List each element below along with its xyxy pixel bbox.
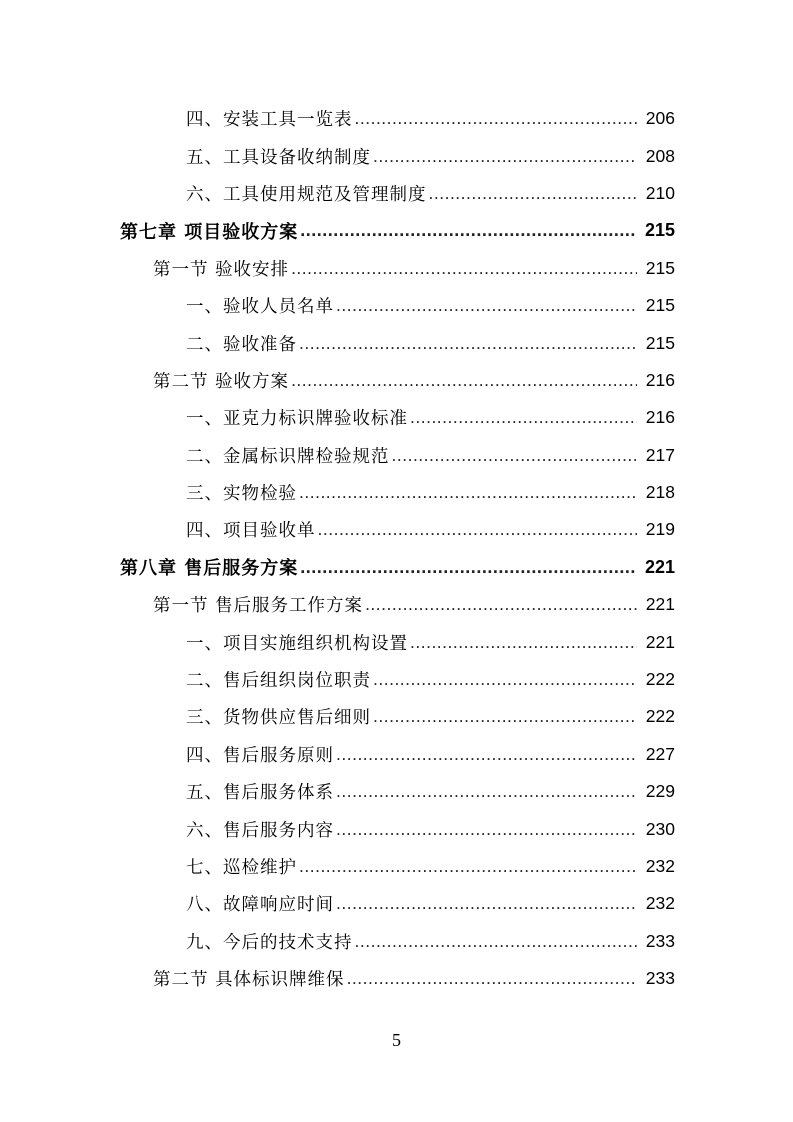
toc-entry-title: 第一节 售后服务工作方案 bbox=[153, 596, 364, 617]
toc-entry-title: 五、工具设备收纳制度 bbox=[186, 147, 371, 168]
toc-entry-title: 四、项目验收单 bbox=[186, 521, 316, 542]
toc-entry-title: 八、故障响应时间 bbox=[186, 895, 334, 916]
toc-entry-page: 215 bbox=[645, 257, 675, 278]
toc-entry-page: 221 bbox=[645, 594, 675, 615]
toc-entry[interactable] bbox=[0, 437, 793, 474]
toc-entry-page: 215 bbox=[645, 332, 675, 353]
toc-entry[interactable] bbox=[0, 848, 793, 885]
dot-leader bbox=[298, 557, 637, 578]
dot-leader bbox=[408, 632, 637, 653]
toc-entry-page: 216 bbox=[645, 369, 675, 390]
toc-entry-title: 九、今后的技术支持 bbox=[186, 932, 353, 953]
dot-leader bbox=[289, 258, 637, 279]
toc-entry-page: 215 bbox=[645, 295, 675, 316]
toc-entry-page: 216 bbox=[645, 407, 675, 428]
page-number: 5 bbox=[392, 1030, 401, 1050]
toc-section-entry[interactable] bbox=[0, 960, 793, 997]
dot-leader bbox=[334, 893, 637, 914]
toc-chapter-entry[interactable] bbox=[0, 212, 793, 249]
toc-entry[interactable] bbox=[0, 885, 793, 922]
toc-entry-page: 230 bbox=[645, 818, 675, 839]
dot-leader bbox=[297, 856, 637, 877]
toc-entry-page: 227 bbox=[645, 743, 675, 764]
dot-leader bbox=[334, 295, 637, 316]
toc-entry-title: 第二节 具体标识牌维保 bbox=[153, 970, 345, 991]
toc-entry[interactable] bbox=[0, 137, 793, 174]
table-of-contents bbox=[0, 100, 793, 997]
dot-leader bbox=[297, 333, 637, 354]
dot-leader bbox=[390, 445, 638, 466]
dot-leader bbox=[334, 744, 637, 765]
toc-entry-title: 第七章 项目验收方案 bbox=[120, 221, 299, 243]
toc-entry-title: 四、安装工具一览表 bbox=[186, 110, 353, 131]
toc-entry-page: 222 bbox=[645, 706, 675, 727]
toc-entry[interactable] bbox=[0, 661, 793, 698]
dot-leader bbox=[316, 519, 638, 540]
toc-entry[interactable] bbox=[0, 324, 793, 361]
toc-entry-page: 210 bbox=[645, 182, 675, 203]
toc-entry-page: 232 bbox=[645, 856, 675, 876]
toc-entry-page: 217 bbox=[645, 444, 675, 465]
dot-leader bbox=[371, 146, 637, 167]
toc-entry[interactable] bbox=[0, 399, 793, 436]
toc-entry-title: 三、货物供应售后细则 bbox=[186, 708, 371, 729]
toc-entry-title: 六、工具使用规范及管理制度 bbox=[186, 184, 427, 205]
toc-entry-title: 一、项目实施组织机构设置 bbox=[186, 633, 408, 654]
toc-entry-page: 233 bbox=[645, 930, 675, 951]
toc-section-entry[interactable] bbox=[0, 586, 793, 623]
toc-entry[interactable] bbox=[0, 698, 793, 735]
toc-section-entry[interactable] bbox=[0, 250, 793, 287]
dot-leader bbox=[427, 183, 638, 204]
dot-leader bbox=[297, 482, 637, 503]
dot-leader bbox=[353, 931, 638, 952]
toc-entry-page: 221 bbox=[645, 631, 675, 652]
toc-entry-title: 第八章 售后服务方案 bbox=[120, 558, 299, 580]
dot-leader bbox=[353, 108, 638, 129]
toc-entry-page: 229 bbox=[645, 781, 675, 802]
toc-entry-title: 五、售后服务体系 bbox=[186, 783, 334, 804]
toc-entry-page: 215 bbox=[644, 220, 675, 241]
toc-entry[interactable] bbox=[0, 623, 793, 660]
toc-entry-title: 第二节 验收方案 bbox=[153, 371, 290, 392]
toc-entry-page: 232 bbox=[645, 893, 675, 914]
toc-entry[interactable] bbox=[0, 100, 793, 137]
dot-leader bbox=[345, 968, 637, 989]
toc-entry-title: 一、亚克力标识牌验收标准 bbox=[186, 409, 408, 430]
dot-leader bbox=[289, 370, 637, 391]
toc-entry-title: 一、验收人员名单 bbox=[186, 297, 334, 318]
dot-leader bbox=[408, 407, 637, 428]
dot-leader bbox=[334, 819, 637, 840]
toc-entry[interactable] bbox=[0, 773, 793, 810]
toc-entry-page: 206 bbox=[645, 108, 675, 129]
toc-entry-page: 233 bbox=[645, 968, 675, 989]
toc-entry-title: 二、验收准备 bbox=[186, 334, 297, 355]
toc-entry-page: 222 bbox=[645, 669, 675, 690]
toc-entry[interactable] bbox=[0, 511, 793, 548]
toc-entry-title: 第一节 验收安排 bbox=[153, 259, 290, 280]
toc-entry-title: 四、售后服务原则 bbox=[186, 745, 334, 766]
toc-entry-title: 三、实物检验 bbox=[186, 484, 297, 505]
toc-section-entry[interactable] bbox=[0, 362, 793, 399]
toc-entry[interactable] bbox=[0, 474, 793, 511]
toc-entry[interactable] bbox=[0, 736, 793, 773]
toc-entry-title: 二、金属标识牌检验规范 bbox=[186, 446, 390, 467]
toc-entry-title: 二、售后组织岗位职责 bbox=[186, 671, 371, 692]
dot-leader bbox=[371, 706, 637, 727]
dot-leader bbox=[371, 669, 637, 690]
toc-chapter-entry[interactable] bbox=[0, 549, 793, 586]
toc-entry-title: 六、售后服务内容 bbox=[186, 820, 334, 841]
dot-leader bbox=[363, 594, 637, 615]
toc-entry[interactable] bbox=[0, 175, 793, 212]
toc-entry-page: 218 bbox=[645, 482, 675, 503]
toc-entry-page: 208 bbox=[645, 145, 675, 166]
toc-entry[interactable] bbox=[0, 810, 793, 847]
toc-entry-page: 219 bbox=[645, 519, 675, 540]
toc-entry-page: 221 bbox=[644, 556, 675, 577]
toc-entry[interactable] bbox=[0, 923, 793, 960]
dot-leader bbox=[298, 220, 637, 241]
dot-leader bbox=[334, 781, 637, 802]
toc-entry-title: 七、巡检维护 bbox=[186, 858, 297, 878]
toc-entry[interactable] bbox=[0, 287, 793, 324]
